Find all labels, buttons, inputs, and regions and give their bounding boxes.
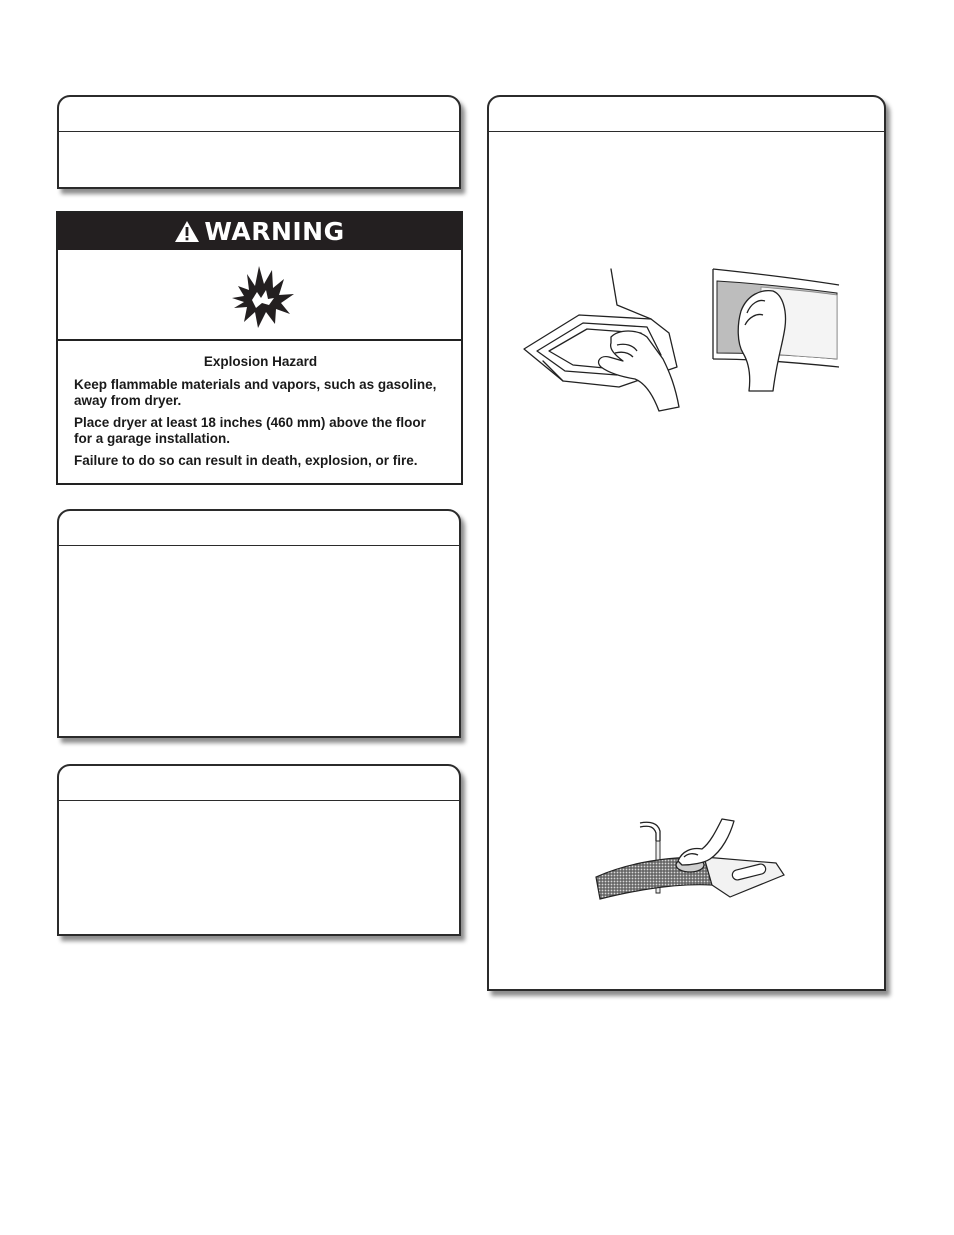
warning-text — [74, 354, 447, 475]
info-box-header — [59, 766, 459, 801]
explosion-icon — [228, 262, 298, 332]
info-box-header — [489, 97, 884, 132]
washing-lint-screen-illustration — [592, 817, 792, 917]
info-box-middle-left — [57, 509, 461, 738]
info-box-header — [59, 511, 459, 546]
info-box-right — [487, 95, 886, 991]
hand-wiping-icon — [738, 291, 785, 391]
wiping-drum-illustration — [711, 267, 841, 392]
warning-panel — [56, 211, 463, 485]
hazard-name: Explosion Hazard — [203, 354, 318, 369]
alert-triangle-icon — [174, 220, 200, 243]
info-box-bottom-left — [57, 764, 461, 936]
hand-wiping-icon — [599, 331, 679, 411]
warning-line: Keep flammable materials and vapors, such as gasoline, away from dryer. — [74, 377, 437, 408]
warning-symbol-area — [58, 250, 461, 341]
warning-line: Failure to do so can result in death, explosion, or fire. — [74, 453, 418, 468]
info-box-header — [59, 97, 459, 132]
warning-line: Place dryer at least 18 inches (460 mm) above the floor for a garage installation. — [74, 415, 426, 446]
warning-title: WARNING — [204, 217, 345, 246]
wiping-lint-screen-illustration — [519, 267, 689, 417]
info-box-top-left — [57, 95, 461, 189]
warning-header — [58, 213, 461, 250]
